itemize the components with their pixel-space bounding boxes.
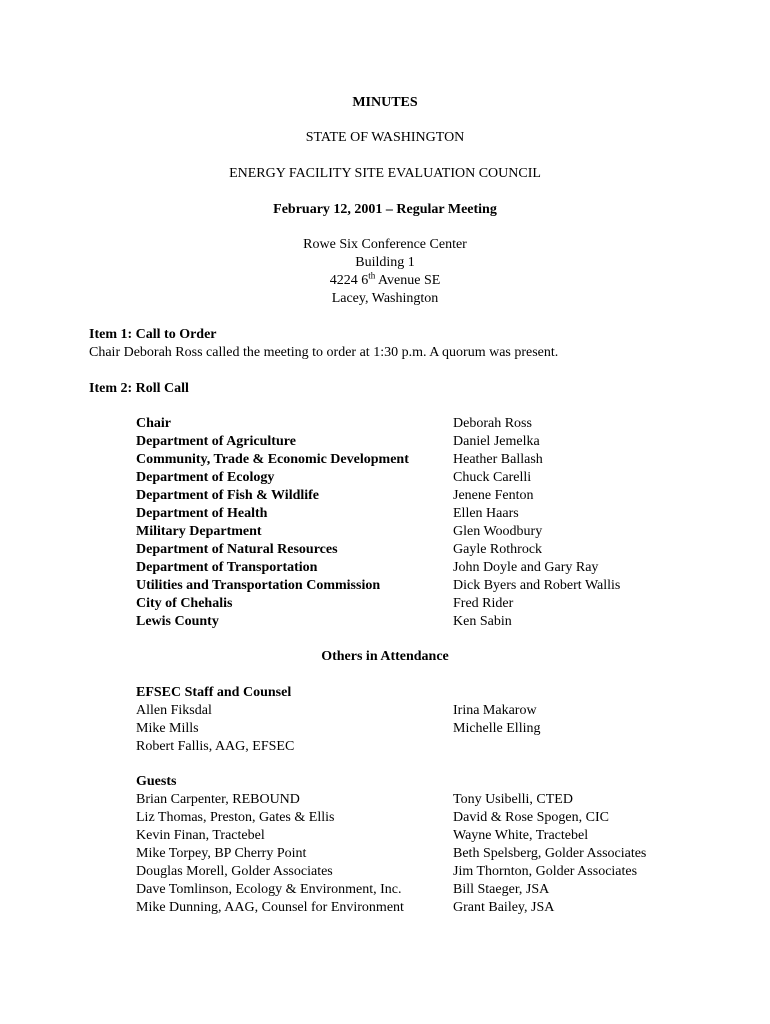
- guest-name: Douglas Morell, Golder Associates: [136, 864, 333, 879]
- venue-building: Building 1: [355, 255, 415, 270]
- guest-row: [136, 809, 696, 827]
- meeting-heading: February 12, 2001 – Regular Meeting: [273, 202, 497, 217]
- roll-row: [136, 505, 696, 523]
- roll-member: Jenene Fenton: [453, 488, 534, 503]
- staff-member: Michelle Elling: [453, 721, 541, 736]
- item2-heading: Item 2: Roll Call: [89, 381, 189, 396]
- roll-row: [136, 469, 696, 487]
- guest-row: [136, 863, 696, 881]
- roll-row: [136, 595, 696, 613]
- roll-row: [136, 415, 696, 433]
- roll-role: Community, Trade & Economic Development: [136, 452, 409, 467]
- guest-name: David & Rose Spogen, CIC: [453, 810, 609, 825]
- roll-role: Lewis County: [136, 614, 219, 629]
- staff-heading: EFSEC Staff and Counsel: [136, 685, 292, 700]
- guest-name: Brian Carpenter, REBOUND: [136, 792, 300, 807]
- roll-row: [136, 451, 696, 469]
- roll-member: Ken Sabin: [453, 614, 512, 629]
- staff-row: [136, 702, 696, 720]
- roll-member: Ellen Haars: [453, 506, 519, 521]
- guest-row: [136, 899, 696, 917]
- venue-address: [0, 272, 770, 290]
- guest-row: [136, 791, 696, 809]
- roll-row: [136, 487, 696, 505]
- guest-name: Mike Dunning, AAG, Counsel for Environment: [136, 900, 404, 915]
- address-number: 4224 6: [329, 273, 369, 288]
- roll-role: Department of Natural Resources: [136, 542, 338, 557]
- roll-member: Gayle Rothrock: [453, 542, 543, 557]
- guest-name: Beth Spelsberg, Golder Associates: [453, 846, 647, 861]
- roll-role: Department of Transportation: [136, 560, 318, 575]
- guests-heading: Guests: [136, 774, 177, 789]
- document-title: MINUTES: [352, 95, 418, 110]
- roll-row: [136, 541, 696, 559]
- staff-member: Irina Makarow: [453, 703, 537, 718]
- item1-heading: Item 1: Call to Order: [89, 327, 217, 342]
- roll-row: [136, 613, 696, 631]
- roll-row: [136, 559, 696, 577]
- roll-role: City of Chehalis: [136, 596, 233, 611]
- roll-member: Fred Rider: [453, 596, 514, 611]
- roll-role: Chair: [136, 416, 171, 431]
- guest-name: Tony Usibelli, CTED: [453, 792, 573, 807]
- staff-member: Allen Fiksdal: [136, 703, 212, 718]
- guest-name: Wayne White, Tractebel: [453, 828, 589, 843]
- roll-row: [136, 577, 696, 595]
- state-heading: STATE OF WASHINGTON: [305, 130, 465, 145]
- staff-row: [136, 720, 696, 738]
- guest-row: [136, 845, 696, 863]
- roll-row: [136, 523, 696, 541]
- roll-member: John Doyle and Gary Ray: [453, 560, 599, 575]
- staff-member: Robert Fallis, AAG, EFSEC: [136, 739, 295, 754]
- address-ordinal: th: [368, 270, 376, 281]
- roll-member: Daniel Jemelka: [453, 434, 540, 449]
- guest-name: Dave Tomlinson, Ecology & Environment, Inc.: [136, 882, 402, 897]
- guest-name: Bill Staeger, JSA: [453, 882, 550, 897]
- guest-name: Jim Thornton, Golder Associates: [453, 864, 638, 879]
- roll-member: Chuck Carelli: [453, 470, 532, 485]
- item1-text: Chair Deborah Ross called the meeting to order at 1:30 p.m. A quorum was present.: [89, 345, 559, 360]
- roll-member: Glen Woodbury: [453, 524, 543, 539]
- staff-row: [136, 738, 696, 756]
- venue-name: Rowe Six Conference Center: [303, 237, 467, 252]
- roll-role: Department of Health: [136, 506, 268, 521]
- guest-name: Kevin Finan, Tractebel: [136, 828, 265, 843]
- council-heading: ENERGY FACILITY SITE EVALUATION COUNCIL: [229, 166, 541, 181]
- staff-member: Mike Mills: [136, 721, 199, 736]
- roll-member: Deborah Ross: [453, 416, 532, 431]
- guest-row: [136, 881, 696, 899]
- roll-member: Dick Byers and Robert Wallis: [453, 578, 621, 593]
- roll-member: Heather Ballash: [453, 452, 543, 467]
- roll-role: Department of Fish & Wildlife: [136, 488, 320, 503]
- guest-name: Liz Thomas, Preston, Gates & Ellis: [136, 810, 335, 825]
- roll-role: Department of Ecology: [136, 470, 275, 485]
- roll-role: Department of Agriculture: [136, 434, 296, 449]
- guest-name: Mike Torpey, BP Cherry Point: [136, 846, 307, 861]
- attendance-heading: Others in Attendance: [321, 649, 449, 664]
- venue-city: Lacey, Washington: [331, 291, 439, 306]
- guest-row: [136, 827, 696, 845]
- roll-role: Utilities and Transportation Commission: [136, 578, 381, 593]
- roll-row: [136, 433, 696, 451]
- guest-name: Grant Bailey, JSA: [453, 900, 555, 915]
- roll-role: Military Department: [136, 524, 262, 539]
- address-street: Avenue SE: [375, 273, 441, 288]
